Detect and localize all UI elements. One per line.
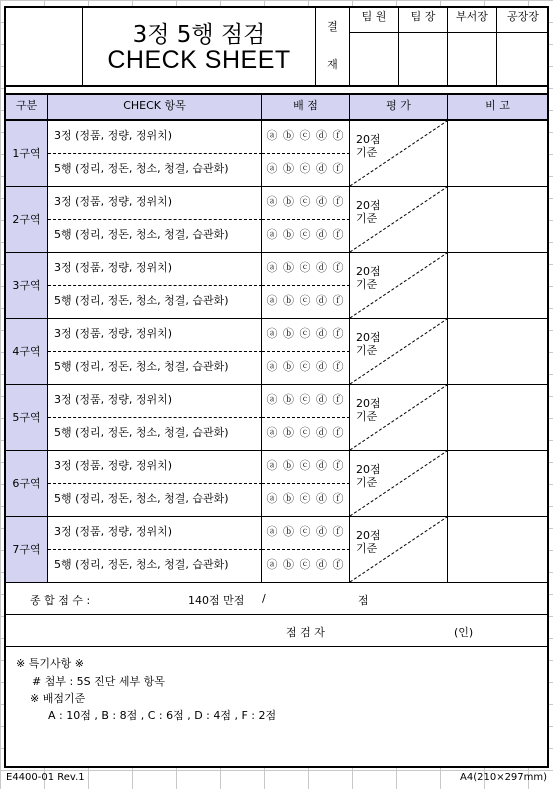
evaluation-standard [356, 397, 381, 423]
remarks-cell [448, 319, 547, 385]
zone-label: 5구역 [6, 385, 48, 451]
evaluation-basis: 기준 [356, 410, 378, 423]
evaluation-basis: 기준 [356, 278, 378, 291]
approval-label: 팀 장 [399, 6, 447, 33]
paper-size: A4(210×297mm) [460, 772, 548, 783]
attachment-note: # 첨부 : 5S 진단 세부 항목 [32, 675, 165, 688]
evaluation-cell [350, 121, 448, 187]
score-options: ⓐ ⓑ ⓒ ⓓ ⓕ [262, 220, 350, 253]
evaluation-points: 20점 [356, 529, 381, 542]
check-item-3jeong: 3정 (정품, 정량, 정위치) [48, 187, 262, 220]
score-options: ⓐ ⓑ ⓒ ⓓ ⓕ [262, 418, 350, 451]
check-item-3jeong: 3정 (정품, 정량, 정위치) [48, 385, 262, 418]
evaluation-points: 20점 [356, 331, 381, 344]
remarks-cell [448, 121, 547, 187]
total-score-slash: / [262, 592, 266, 605]
table-left-border [4, 87, 6, 648]
score-options: ⓐ ⓑ ⓒ ⓓ ⓕ [262, 154, 350, 187]
check-item-3jeong: 3정 (정품, 정량, 정위치) [48, 319, 262, 352]
approval-column-team-member [350, 6, 399, 86]
evaluation-standard [356, 331, 381, 357]
evaluation-cell [350, 187, 448, 253]
zone-label: 6구역 [6, 451, 48, 517]
score-options: ⓐ ⓑ ⓒ ⓓ ⓕ [262, 286, 350, 319]
score-options: ⓐ ⓑ ⓒ ⓓ ⓕ [262, 187, 350, 220]
evaluation-standard [356, 265, 381, 291]
remarks-cell [448, 517, 547, 583]
approval-label: 공장장 [497, 6, 549, 33]
scoring-criteria-title: ※ 배점기준 [30, 692, 86, 705]
remarks-cell [448, 385, 547, 451]
zone-label: 4구역 [6, 319, 48, 385]
evaluation-standard [356, 463, 381, 489]
score-options: ⓐ ⓑ ⓒ ⓓ ⓕ [262, 121, 350, 154]
score-options: ⓐ ⓑ ⓒ ⓓ ⓕ [262, 451, 350, 484]
evaluation-points: 20점 [356, 397, 381, 410]
approval-label: 부서장 [448, 6, 496, 33]
check-item-5haeng: 5행 (정리, 정돈, 청소, 청결, 습관화) [48, 484, 262, 517]
table-right-border [547, 87, 549, 648]
evaluation-points: 20점 [356, 463, 381, 476]
header-evaluation: 평 가 [350, 93, 448, 121]
evaluation-standard [356, 529, 381, 555]
inspector-label: 점 검 자 [286, 626, 325, 639]
title-korean: 3정 5행 점검 [132, 22, 266, 48]
score-options: ⓐ ⓑ ⓒ ⓓ ⓕ [262, 319, 350, 352]
zone-label: 3구역 [6, 253, 48, 319]
zone-label: 7구역 [6, 517, 48, 583]
header-remarks: 비 고 [485, 99, 510, 112]
check-item-5haeng: 5행 (정리, 정돈, 청소, 청결, 습관화) [48, 418, 262, 451]
evaluation-basis: 기준 [356, 212, 378, 225]
title-english: CHECK SHEET [107, 46, 291, 74]
check-item-5haeng: 5행 (정리, 정돈, 청소, 청결, 습관화) [48, 220, 262, 253]
evaluation-cell [350, 451, 448, 517]
evaluation-points: 20점 [356, 265, 381, 278]
zone-label: 2구역 [6, 187, 48, 253]
approval-column-dept-head [448, 6, 497, 86]
remarks-cell [448, 187, 547, 253]
check-item-3jeong: 3정 (정품, 정량, 정위치) [48, 451, 262, 484]
evaluation-standard [356, 199, 381, 225]
header-divider [4, 85, 549, 87]
document-code: E4400-01 Rev.1 [6, 772, 85, 783]
score-options: ⓐ ⓑ ⓒ ⓓ ⓕ [262, 517, 350, 550]
check-item-3jeong: 3정 (정품, 정량, 정위치) [48, 253, 262, 286]
score-options: ⓐ ⓑ ⓒ ⓓ ⓕ [262, 385, 350, 418]
evaluation-cell [350, 253, 448, 319]
evaluation-cell [350, 517, 448, 583]
evaluation-cell [350, 385, 448, 451]
check-item-3jeong: 3정 (정품, 정량, 정위치) [48, 517, 262, 550]
evaluation-points: 20점 [356, 133, 381, 146]
check-item-5haeng: 5행 (정리, 정돈, 청소, 청결, 습관화) [48, 154, 262, 187]
score-options: ⓐ ⓑ ⓒ ⓓ ⓕ [262, 550, 350, 583]
total-score-unit: 점 [358, 594, 369, 607]
remarks-cell [448, 253, 547, 319]
header-check-item: CHECK 항목 [48, 93, 262, 121]
remarks-cell [448, 451, 547, 517]
total-score-max: 140점 만점 [188, 594, 245, 607]
evaluation-basis: 기준 [356, 542, 378, 555]
approval-column-plant-manager [497, 6, 549, 86]
score-options: ⓐ ⓑ ⓒ ⓓ ⓕ [262, 352, 350, 385]
header-zone: 구분 [6, 93, 48, 121]
approval-label: 팀 원 [350, 6, 398, 33]
evaluation-basis: 기준 [356, 476, 378, 489]
total-score-label: 종 합 점 수 : [30, 594, 91, 607]
check-item-5haeng: 5행 (정리, 정돈, 청소, 청결, 습관화) [48, 286, 262, 319]
score-options: ⓐ ⓑ ⓒ ⓓ ⓕ [262, 484, 350, 517]
check-item-3jeong: 3정 (정품, 정량, 정위치) [48, 121, 262, 154]
evaluation-standard [356, 133, 381, 159]
scoring-criteria: A : 10점 , B : 8점 , C : 6점 , D : 4점 , F : 2점 [48, 709, 277, 722]
approval-side-label [316, 6, 350, 86]
approval-side-label-1: 결 [327, 20, 338, 33]
inspector-seal: (인) [454, 626, 474, 639]
evaluation-cell [350, 319, 448, 385]
approval-side-label-2: 재 [327, 58, 338, 71]
zone-label: 1구역 [6, 121, 48, 187]
score-options: ⓐ ⓑ ⓒ ⓓ ⓕ [262, 253, 350, 286]
evaluation-basis: 기준 [356, 146, 378, 159]
check-item-5haeng: 5행 (정리, 정돈, 청소, 청결, 습관화) [48, 352, 262, 385]
evaluation-basis: 기준 [356, 344, 378, 357]
approval-column-team-leader [399, 6, 448, 86]
special-notes-title: ※ 특기사항 ※ [16, 657, 84, 670]
check-item-5haeng: 5행 (정리, 정돈, 청소, 청결, 습관화) [48, 550, 262, 583]
header-score: 배 점 [262, 93, 350, 121]
evaluation-points: 20점 [356, 199, 381, 212]
